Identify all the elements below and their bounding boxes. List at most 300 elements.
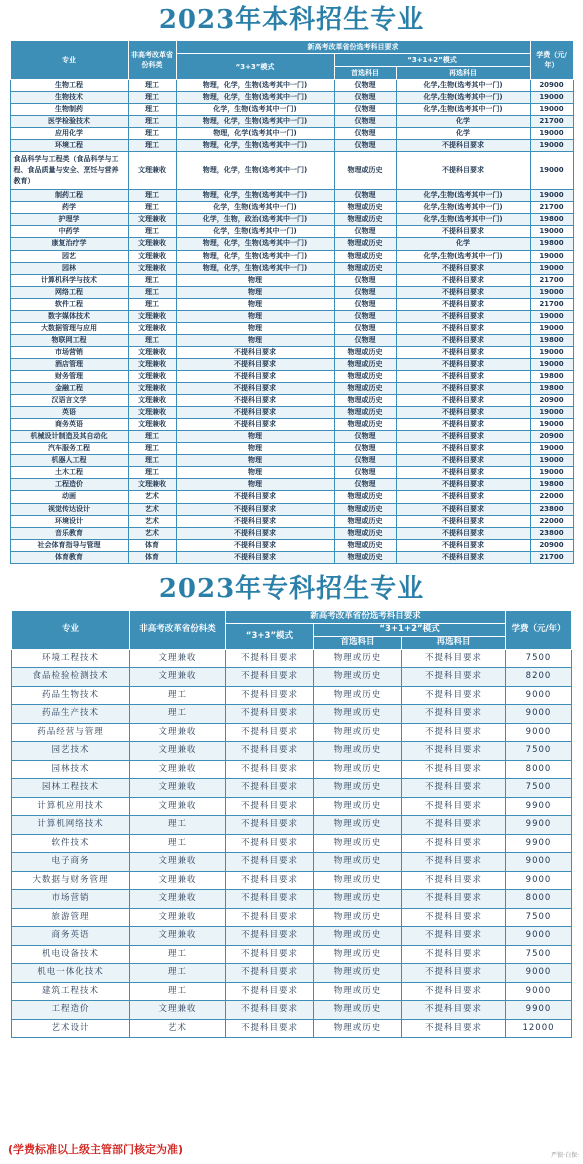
cell-fee: 19800 xyxy=(530,238,573,250)
cell-second-subject: 不提科目要求 xyxy=(396,140,530,152)
cell-category: 文理兼收 xyxy=(129,890,225,909)
cell-first-subject: 仅物理 xyxy=(334,467,396,479)
cell-first-subject: 物理或历史 xyxy=(313,723,401,742)
cell-mode33: 不提科目要求 xyxy=(225,649,313,668)
header-new-req: 新高考改革省份选考科目要求 xyxy=(225,610,505,623)
cell-major: 商务英语 xyxy=(11,927,129,946)
cell-mode33: 不提科目要求 xyxy=(176,491,334,503)
cell-mode33: 不提科目要求 xyxy=(225,908,313,927)
cell-major: 市场营销 xyxy=(11,890,129,909)
cell-first-subject: 物理或历史 xyxy=(313,705,401,724)
header-first: 首选科目 xyxy=(334,67,396,80)
cell-category: 文理兼收 xyxy=(129,1001,225,1020)
cell-fee: 19000 xyxy=(530,346,573,358)
cell-mode33: 物理 xyxy=(176,286,334,298)
header-mode312: “3+1+2”模式 xyxy=(313,623,505,636)
cell-second-subject: 不提科目要求 xyxy=(401,816,505,835)
cell-major: 园艺技术 xyxy=(11,742,129,761)
cell-mode33: 不提科目要求 xyxy=(176,527,334,539)
cell-major: 中药学 xyxy=(10,226,128,238)
cell-mode33: 化学，生物(选考其中一门) xyxy=(176,202,334,214)
table-row xyxy=(10,322,573,334)
table-row xyxy=(10,395,573,407)
cell-second-subject: 不提科目要求 xyxy=(396,152,530,190)
cell-second-subject: 不提科目要求 xyxy=(396,419,530,431)
cell-fee: 9000 xyxy=(506,964,572,983)
cell-mode33: 不提科目要求 xyxy=(176,395,334,407)
cell-major: 音乐教育 xyxy=(10,527,128,539)
cell-major: 视觉传达设计 xyxy=(10,503,128,515)
cell-first-subject: 物理或历史 xyxy=(334,214,396,226)
cell-first-subject: 物理或历史 xyxy=(334,358,396,370)
cell-first-subject: 仅物理 xyxy=(334,298,396,310)
cell-category: 文理兼收 xyxy=(128,310,176,322)
table-row xyxy=(10,407,573,419)
table-row xyxy=(10,346,573,358)
cell-category: 体育 xyxy=(128,551,176,563)
cell-second-subject: 不提科目要求 xyxy=(396,322,530,334)
cell-second-subject: 化学,生物(选考其中一门) xyxy=(396,190,530,202)
cell-fee: 21700 xyxy=(530,116,573,128)
cell-category: 理工 xyxy=(128,190,176,202)
cell-major: 制药工程 xyxy=(10,190,128,202)
cell-mode33: 不提科目要求 xyxy=(225,982,313,1001)
cell-category: 理工 xyxy=(128,92,176,104)
cell-category: 理工 xyxy=(129,816,225,835)
cell-major: 药品生物技术 xyxy=(11,686,129,705)
header-new-req: 新高考改革省份选考科目要求 xyxy=(176,41,530,54)
cell-second-subject: 不提科目要求 xyxy=(396,346,530,358)
cell-fee: 9900 xyxy=(506,797,572,816)
cell-mode33: 化学，生物(选考其中一门) xyxy=(176,226,334,238)
cell-fee: 9900 xyxy=(506,816,572,835)
cell-major: 土木工程 xyxy=(10,467,128,479)
table-row xyxy=(10,250,573,262)
cell-fee: 19000 xyxy=(530,152,573,190)
cell-first-subject: 仅物理 xyxy=(334,140,396,152)
cell-first-subject: 物理或历史 xyxy=(313,964,401,983)
cell-second-subject: 不提科目要求 xyxy=(396,383,530,395)
table-row xyxy=(11,1019,571,1038)
cell-category: 文理兼收 xyxy=(128,214,176,226)
cell-category: 理工 xyxy=(128,443,176,455)
undergrad-title: 2023年本科招生专业 xyxy=(158,5,425,35)
cell-major: 园林工程技术 xyxy=(11,779,129,798)
cell-category: 文理兼收 xyxy=(128,250,176,262)
cell-second-subject: 不提科目要求 xyxy=(401,834,505,853)
cell-fee: 8000 xyxy=(506,890,572,909)
cell-major: 大数据管理与应用 xyxy=(10,322,128,334)
table-row xyxy=(11,816,571,835)
cell-category: 理工 xyxy=(128,104,176,116)
cell-first-subject: 仅物理 xyxy=(334,431,396,443)
table-row xyxy=(10,467,573,479)
cell-first-subject: 物理或历史 xyxy=(313,927,401,946)
cell-second-subject: 化学 xyxy=(396,128,530,140)
cell-category: 理工 xyxy=(128,431,176,443)
table-row xyxy=(10,310,573,322)
cell-major: 软件技术 xyxy=(11,834,129,853)
cell-fee: 8200 xyxy=(506,668,572,687)
cell-second-subject: 不提科目要求 xyxy=(396,274,530,286)
table-row xyxy=(10,140,573,152)
cell-fee: 9000 xyxy=(506,853,572,872)
cell-mode33: 不提科目要求 xyxy=(176,419,334,431)
cell-fee: 22000 xyxy=(530,515,573,527)
undergrad-table-body xyxy=(10,80,573,564)
cell-fee: 19800 xyxy=(530,334,573,346)
cell-major: 物联网工程 xyxy=(10,334,128,346)
cell-second-subject: 化学 xyxy=(396,238,530,250)
cell-second-subject: 不提科目要求 xyxy=(401,723,505,742)
cell-fee: 7500 xyxy=(506,649,572,668)
header-fee: 学费（元/年） xyxy=(530,41,573,80)
table-row xyxy=(10,92,573,104)
cell-major: 园林技术 xyxy=(11,760,129,779)
cell-second-subject: 不提科目要求 xyxy=(401,964,505,983)
cell-major: 医学检验技术 xyxy=(10,116,128,128)
cell-major: 电子商务 xyxy=(11,853,129,872)
cell-first-subject: 物理或历史 xyxy=(334,503,396,515)
cell-first-subject: 物理或历史 xyxy=(313,779,401,798)
header-fee: 学费（元/年） xyxy=(506,610,572,649)
table-row xyxy=(10,226,573,238)
cell-mode33: 物理 xyxy=(176,298,334,310)
cell-major: 数字媒体技术 xyxy=(10,310,128,322)
cell-category: 文理兼收 xyxy=(128,262,176,274)
cell-second-subject: 不提科目要求 xyxy=(401,742,505,761)
cell-second-subject: 化学,生物(选考其中一门) xyxy=(396,92,530,104)
header-first: 首选科目 xyxy=(313,636,401,649)
cell-first-subject: 仅物理 xyxy=(334,443,396,455)
cell-fee: 9900 xyxy=(506,1001,572,1020)
table-row xyxy=(11,1001,571,1020)
cell-category: 理工 xyxy=(128,140,176,152)
cell-category: 理工 xyxy=(128,116,176,128)
cell-fee: 21700 xyxy=(530,202,573,214)
cell-first-subject: 物理或历史 xyxy=(313,649,401,668)
cell-category: 艺术 xyxy=(128,503,176,515)
cell-major: 旅游管理 xyxy=(11,908,129,927)
cell-second-subject: 不提科目要求 xyxy=(401,927,505,946)
cell-mode33: 物理，化学，生物(选考其中一门) xyxy=(176,80,334,92)
table-row xyxy=(11,871,571,890)
cell-major: 网络工程 xyxy=(10,286,128,298)
cell-fee: 19000 xyxy=(530,322,573,334)
cell-mode33: 物理，化学，生物(选考其中一门) xyxy=(176,92,334,104)
cell-first-subject: 物理或历史 xyxy=(334,419,396,431)
cell-first-subject: 物理或历史 xyxy=(313,890,401,909)
cell-second-subject: 不提科目要求 xyxy=(401,797,505,816)
cell-major: 药品生产技术 xyxy=(11,705,129,724)
cell-mode33: 物理，化学，生物(选考其中一门) xyxy=(176,116,334,128)
cell-fee: 9000 xyxy=(506,723,572,742)
cell-mode33: 不提科目要求 xyxy=(225,927,313,946)
table-row xyxy=(10,455,573,467)
cell-second-subject: 不提科目要求 xyxy=(401,1001,505,1020)
cell-category: 文理兼收 xyxy=(129,723,225,742)
cell-fee: 22000 xyxy=(530,491,573,503)
cell-fee: 20900 xyxy=(530,431,573,443)
cell-mode33: 不提科目要求 xyxy=(225,816,313,835)
table-row xyxy=(10,152,573,190)
cell-mode33: 物理，化学(选考其中一门) xyxy=(176,128,334,140)
cell-first-subject: 仅物理 xyxy=(334,455,396,467)
cell-first-subject: 物理或历史 xyxy=(334,370,396,382)
cell-category: 文理兼收 xyxy=(128,383,176,395)
cell-second-subject: 不提科目要求 xyxy=(401,1019,505,1038)
table-row xyxy=(10,370,573,382)
cell-category: 文理兼收 xyxy=(128,370,176,382)
cell-first-subject: 物理或历史 xyxy=(313,853,401,872)
cell-major: 应用化学 xyxy=(10,128,128,140)
cell-major: 市场营销 xyxy=(10,346,128,358)
table-row xyxy=(11,705,571,724)
table-row xyxy=(10,238,573,250)
cell-first-subject: 物理或历史 xyxy=(313,945,401,964)
cell-fee: 19000 xyxy=(530,310,573,322)
cell-major: 大数据与财务管理 xyxy=(11,871,129,890)
cell-fee: 19000 xyxy=(530,358,573,370)
cell-fee: 19000 xyxy=(530,286,573,298)
cell-second-subject: 不提科目要求 xyxy=(396,431,530,443)
cell-mode33: 物理 xyxy=(176,443,334,455)
cell-category: 文理兼收 xyxy=(128,152,176,190)
cell-major: 生物工程 xyxy=(10,80,128,92)
cell-second-subject: 不提科目要求 xyxy=(401,945,505,964)
cell-first-subject: 物理或历史 xyxy=(313,668,401,687)
table-row xyxy=(10,491,573,503)
cell-mode33: 不提科目要求 xyxy=(176,346,334,358)
header-second: 再选科目 xyxy=(401,636,505,649)
cell-first-subject: 物理或历史 xyxy=(313,816,401,835)
cell-fee: 21700 xyxy=(530,298,573,310)
cell-major: 建筑工程技术 xyxy=(11,982,129,1001)
cell-mode33: 不提科目要求 xyxy=(225,742,313,761)
cell-category: 文理兼收 xyxy=(129,871,225,890)
cell-category: 理工 xyxy=(129,945,225,964)
cell-fee: 8000 xyxy=(506,760,572,779)
cell-fee: 19800 xyxy=(530,383,573,395)
cell-major: 计算机应用技术 xyxy=(11,797,129,816)
cell-second-subject: 不提科目要求 xyxy=(396,491,530,503)
cell-first-subject: 物理或历史 xyxy=(334,202,396,214)
cell-category: 文理兼收 xyxy=(129,779,225,798)
cell-mode33: 不提科目要求 xyxy=(225,705,313,724)
cell-major: 计算机网络技术 xyxy=(11,816,129,835)
cell-category: 文理兼收 xyxy=(129,668,225,687)
table-row xyxy=(10,116,573,128)
cell-category: 理工 xyxy=(129,964,225,983)
table-row xyxy=(10,128,573,140)
cell-second-subject: 化学,生物(选考其中一门) xyxy=(396,202,530,214)
table-row xyxy=(10,358,573,370)
table-row xyxy=(11,927,571,946)
cell-major: 体育教育 xyxy=(10,551,128,563)
table-row xyxy=(11,834,571,853)
cell-major: 园林 xyxy=(10,262,128,274)
table-row xyxy=(10,551,573,563)
cell-category: 文理兼收 xyxy=(128,238,176,250)
table-row xyxy=(11,779,571,798)
table-row xyxy=(11,797,571,816)
cell-first-subject: 物理或历史 xyxy=(313,982,401,1001)
header-category: 非高考改革省份科类 xyxy=(129,610,225,649)
cell-second-subject: 不提科目要求 xyxy=(396,226,530,238)
cell-fee: 19000 xyxy=(530,190,573,202)
cell-mode33: 不提科目要求 xyxy=(225,779,313,798)
cell-first-subject: 物理或历史 xyxy=(334,527,396,539)
cell-second-subject: 不提科目要求 xyxy=(396,455,530,467)
cell-major: 环境设计 xyxy=(10,515,128,527)
cell-first-subject: 仅物理 xyxy=(334,92,396,104)
cell-major: 机电一体化技术 xyxy=(11,964,129,983)
cell-first-subject: 仅物理 xyxy=(334,334,396,346)
cell-second-subject: 化学,生物(选考其中一门) xyxy=(396,214,530,226)
cell-fee: 19000 xyxy=(530,443,573,455)
cell-category: 理工 xyxy=(128,286,176,298)
cell-second-subject: 不提科目要求 xyxy=(401,890,505,909)
cell-fee: 19800 xyxy=(530,479,573,491)
cell-first-subject: 仅物理 xyxy=(334,479,396,491)
cell-first-subject: 物理或历史 xyxy=(334,250,396,262)
table-row xyxy=(10,431,573,443)
cell-fee: 23800 xyxy=(530,503,573,515)
table-row xyxy=(11,723,571,742)
cell-mode33: 物理 xyxy=(176,467,334,479)
cell-major: 园艺 xyxy=(10,250,128,262)
cell-first-subject: 仅物理 xyxy=(334,128,396,140)
cell-fee: 19000 xyxy=(530,419,573,431)
table-row xyxy=(11,760,571,779)
cell-second-subject: 不提科目要求 xyxy=(401,853,505,872)
cell-mode33: 化学，生物，政治(选考其中一门) xyxy=(176,214,334,226)
cell-fee: 19000 xyxy=(530,140,573,152)
cell-fee: 19000 xyxy=(530,250,573,262)
cell-fee: 20900 xyxy=(530,539,573,551)
cell-fee: 19000 xyxy=(530,226,573,238)
table-row xyxy=(11,908,571,927)
cell-major: 工程造价 xyxy=(10,479,128,491)
cell-major: 艺术设计 xyxy=(11,1019,129,1038)
cell-mode33: 物理 xyxy=(176,334,334,346)
cell-fee: 23800 xyxy=(530,527,573,539)
cell-fee: 19800 xyxy=(530,214,573,226)
cell-second-subject: 不提科目要求 xyxy=(401,686,505,705)
cell-fee: 19000 xyxy=(530,104,573,116)
cell-fee: 19000 xyxy=(530,128,573,140)
cell-mode33: 不提科目要求 xyxy=(225,1019,313,1038)
cell-first-subject: 物理或历史 xyxy=(334,346,396,358)
cell-second-subject: 不提科目要求 xyxy=(401,649,505,668)
cell-major: 药品经营与管理 xyxy=(11,723,129,742)
cell-category: 理工 xyxy=(128,334,176,346)
cell-fee: 20900 xyxy=(530,395,573,407)
cell-major: 食品科学与工程类（食品科学与工程、食品质量与安全、烹饪与营养教育） xyxy=(10,152,128,190)
cell-first-subject: 仅物理 xyxy=(334,104,396,116)
cell-second-subject: 不提科目要求 xyxy=(396,370,530,382)
cell-first-subject: 物理或历史 xyxy=(313,686,401,705)
table-row xyxy=(11,742,571,761)
cell-first-subject: 物理或历史 xyxy=(313,1001,401,1020)
cell-major: 商务英语 xyxy=(10,419,128,431)
cell-fee: 9900 xyxy=(506,834,572,853)
cell-fee: 9000 xyxy=(506,982,572,1001)
cell-mode33: 物理 xyxy=(176,274,334,286)
cell-second-subject: 不提科目要求 xyxy=(401,760,505,779)
cell-mode33: 物理 xyxy=(176,310,334,322)
cell-fee: 7500 xyxy=(506,742,572,761)
cell-category: 艺术 xyxy=(128,515,176,527)
cell-category: 文理兼收 xyxy=(129,797,225,816)
cell-second-subject: 不提科目要求 xyxy=(396,551,530,563)
cell-major: 环境工程技术 xyxy=(11,649,129,668)
table-row xyxy=(10,214,573,226)
cell-major: 汽车服务工程 xyxy=(10,443,128,455)
cell-category: 理工 xyxy=(128,467,176,479)
cell-major: 汉语言文学 xyxy=(10,395,128,407)
table-row xyxy=(10,274,573,286)
cell-major: 护理学 xyxy=(10,214,128,226)
cell-fee: 7500 xyxy=(506,908,572,927)
table-row xyxy=(10,262,573,274)
table-row xyxy=(11,890,571,909)
cell-category: 文理兼收 xyxy=(129,908,225,927)
cell-category: 艺术 xyxy=(129,1019,225,1038)
header-major: 专业 xyxy=(10,41,128,80)
header-category: 非高考改革省份科类 xyxy=(128,41,176,80)
cell-major: 环境工程 xyxy=(10,140,128,152)
cell-fee: 20900 xyxy=(530,80,573,92)
cell-major: 软件工程 xyxy=(10,298,128,310)
cell-first-subject: 物理或历史 xyxy=(313,908,401,927)
table-row xyxy=(10,286,573,298)
cell-fee: 21700 xyxy=(530,551,573,563)
vocational-title: 2023年专科招生专业 xyxy=(158,573,425,604)
table-row xyxy=(11,945,571,964)
table-row xyxy=(10,527,573,539)
table-row xyxy=(11,982,571,1001)
cell-category: 文理兼收 xyxy=(128,358,176,370)
cell-second-subject: 不提科目要求 xyxy=(401,908,505,927)
table-row xyxy=(11,964,571,983)
cell-major: 康复治疗学 xyxy=(10,238,128,250)
cell-major: 生物技术 xyxy=(10,92,128,104)
cell-fee: 7500 xyxy=(506,945,572,964)
table-row xyxy=(10,479,573,491)
cell-first-subject: 仅物理 xyxy=(334,310,396,322)
cell-mode33: 不提科目要求 xyxy=(176,515,334,527)
cell-second-subject: 不提科目要求 xyxy=(396,407,530,419)
cell-first-subject: 仅物理 xyxy=(334,226,396,238)
table-row xyxy=(10,298,573,310)
cell-second-subject: 不提科目要求 xyxy=(396,298,530,310)
cell-second-subject: 化学,生物(选考其中一门) xyxy=(396,104,530,116)
cell-mode33: 不提科目要求 xyxy=(225,945,313,964)
cell-mode33: 不提科目要求 xyxy=(176,539,334,551)
table-row xyxy=(10,334,573,346)
cell-major: 生物制药 xyxy=(10,104,128,116)
cell-category: 文理兼收 xyxy=(129,927,225,946)
cell-second-subject: 不提科目要求 xyxy=(396,358,530,370)
cell-first-subject: 物理或历史 xyxy=(334,407,396,419)
cell-category: 体育 xyxy=(128,539,176,551)
cell-mode33: 不提科目要求 xyxy=(225,668,313,687)
cell-major: 酒店管理 xyxy=(10,358,128,370)
cell-category: 理工 xyxy=(128,455,176,467)
cell-mode33: 不提科目要求 xyxy=(225,686,313,705)
cell-first-subject: 物理或历史 xyxy=(334,551,396,563)
